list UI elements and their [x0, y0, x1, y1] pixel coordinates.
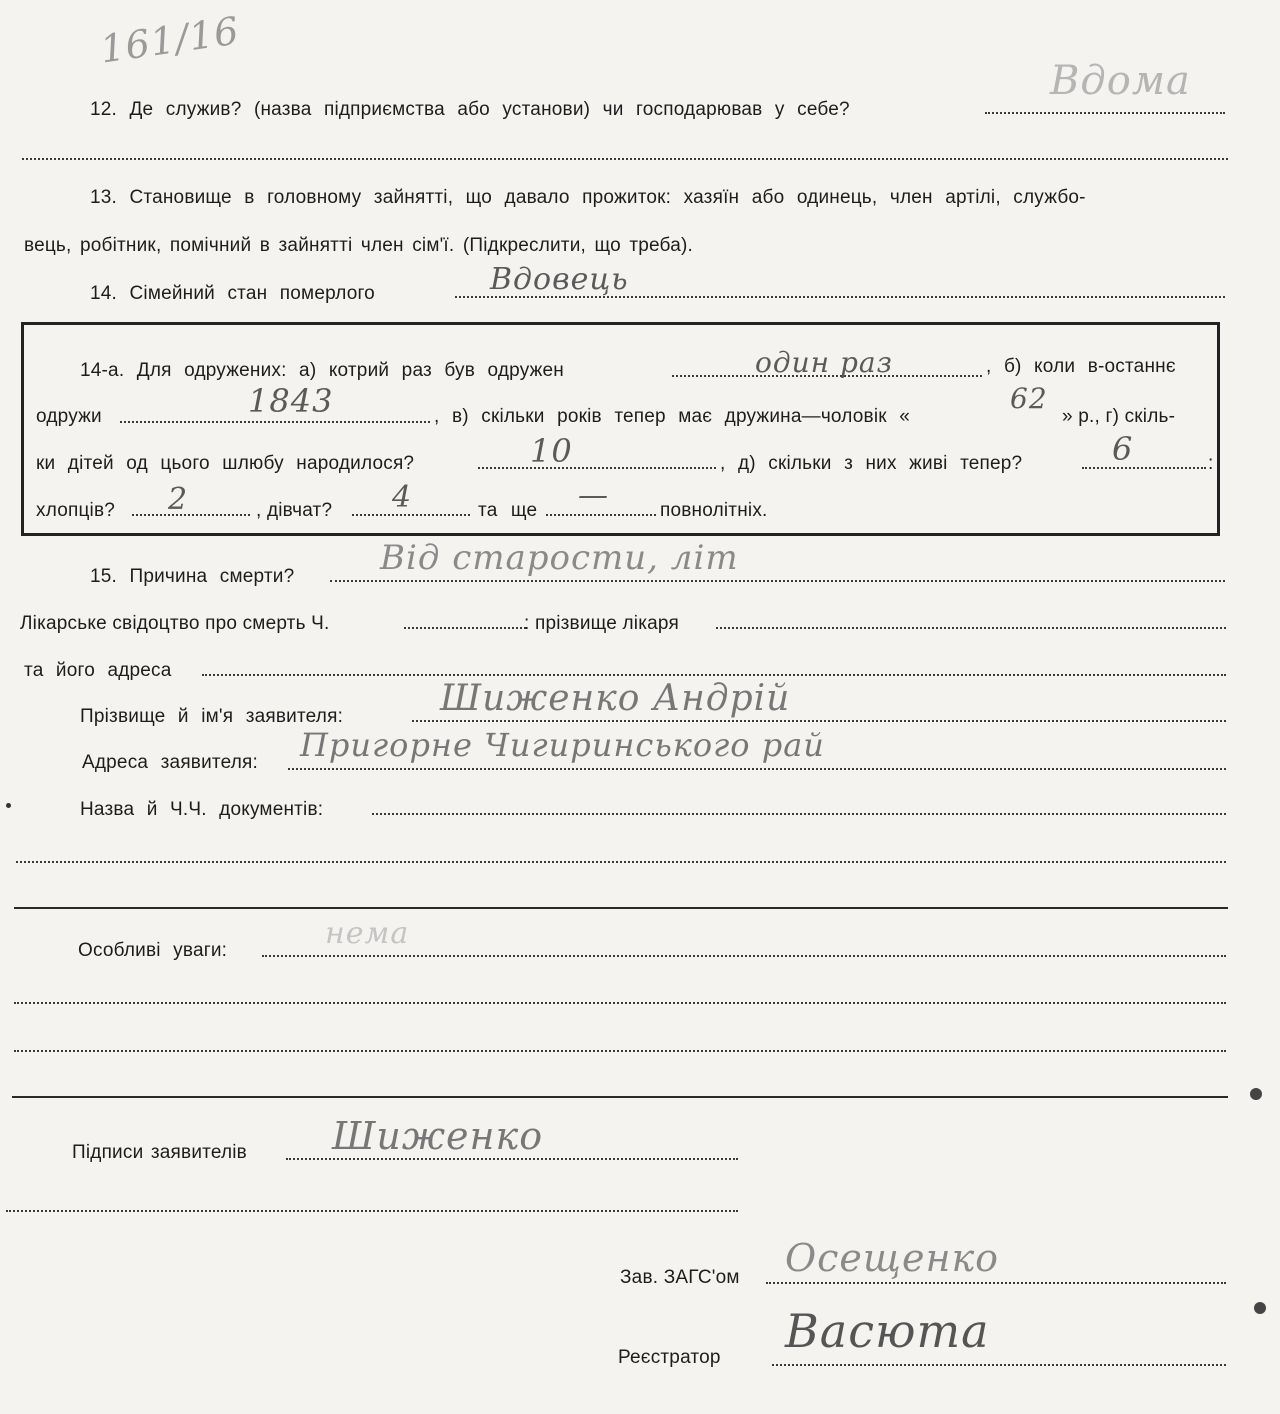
q14a-part-adult: повнолітніх.: [660, 500, 768, 521]
doctor-name-line: [716, 627, 1226, 629]
registry-head-signature-line: [766, 1282, 1226, 1284]
remarks-label: Особливі уваги:: [78, 940, 228, 961]
q14a-answer-girls: 4: [392, 480, 413, 515]
q14a-answer-age: 62: [1010, 382, 1048, 415]
registrar-signature-line: [772, 1364, 1226, 1366]
q15-label: 15. Причина смерти?: [90, 566, 295, 587]
q14a-alive-line: [1082, 467, 1206, 469]
q13-line2: вець, робітник, помічний в зайнятті член сім'ї. (Підкреслити, що треба).: [24, 235, 693, 256]
medical-certificate-number-line: [404, 627, 526, 629]
q14a-line1: 14-а. Для одружених: а) котрий раз був одружен: [80, 360, 564, 381]
q14a-children-line: [478, 467, 716, 469]
documents-line: [372, 813, 1226, 815]
binding-hole-mark: [1254, 1302, 1266, 1314]
q12-label: 12. Де служив? (назва підприємства або установи) чи господарював у себе?: [90, 99, 850, 120]
remarks-value: нема: [325, 916, 410, 951]
remarks-line-2: [14, 1002, 1226, 1004]
q15-answer: Від старости, літ: [380, 538, 739, 578]
q12-answer: Вдома: [1050, 58, 1191, 104]
documents-label: Назва й Ч.Ч. документів:: [80, 799, 324, 820]
doctor-name-label: : прізвище лікаря: [524, 613, 679, 634]
binding-hole-mark: [1250, 1088, 1262, 1100]
q12-answer-line: [985, 112, 1225, 114]
q14-answer: Вдовець: [490, 262, 629, 297]
applicants-signature-label: Підписи заявителів: [72, 1142, 247, 1163]
q14a-more-line: [546, 514, 656, 516]
q14a-part-more: та ще: [478, 500, 538, 521]
q14a-year-line: [120, 421, 430, 423]
applicants-signature: Шиженко: [332, 1114, 544, 1158]
q12-continuation-line: [22, 158, 1228, 160]
applicant-address-label: Адреса заявителя:: [82, 752, 258, 773]
registry-head-label: Зав. ЗАГС'ом: [620, 1267, 740, 1288]
section-divider-1: [14, 907, 1228, 909]
registry-head-signature: Осещенко: [785, 1236, 1000, 1280]
q14a-part-girls: , дівчат?: [256, 500, 333, 521]
registrar-signature: Васюта: [785, 1304, 990, 1358]
q14a-answer-year: 1843: [248, 382, 334, 420]
q14a-line4-start: хлопців?: [36, 500, 116, 521]
q14a-part-g: » р., г) скіль-: [1062, 406, 1176, 427]
q14a-answer-boys: 2: [168, 482, 189, 517]
q14a-part-v: , в) скільки років тепер має дружина—чоловік «: [434, 406, 911, 427]
documents-continuation-line: [16, 861, 1226, 863]
q14a-part-b: , б) коли в-останнє: [986, 356, 1176, 377]
applicant-name-line: [412, 720, 1226, 722]
registrar-label: Реєстратор: [618, 1347, 721, 1368]
q14a-answer-a: один раз: [755, 346, 893, 379]
section-divider-2: [12, 1096, 1228, 1098]
q14-label: 14. Сімейний стан померлого: [90, 283, 375, 304]
q15-answer-line: [330, 580, 1225, 582]
q14a-line2-start: одружи: [36, 406, 102, 427]
applicant-address-line: [288, 768, 1226, 770]
q14a-line3-colon: :: [1208, 453, 1214, 474]
margin-speck: [6, 803, 11, 808]
applicant-address-value: Пригорне Чигиринського рай: [300, 726, 825, 764]
q14a-married-box: [21, 322, 1220, 536]
doctor-address-line: [202, 674, 1226, 676]
q14a-answer-children: 10: [530, 432, 573, 470]
q14a-boys-line: [132, 514, 250, 516]
q13-line1: 13. Становище в головному зайнятті, що давало прожиток: хазяїн або одинець, член артілі, службо-: [90, 187, 1086, 208]
corner-archive-mark: 161/16: [97, 8, 243, 72]
q14a-answer-alive: 6: [1112, 430, 1134, 468]
remarks-line-3: [14, 1050, 1226, 1052]
q14a-part-d: , д) скільки з них живі тепер?: [720, 453, 1023, 474]
applicants-signature-line-2: [6, 1210, 738, 1212]
applicants-signature-line: [286, 1158, 738, 1160]
q14a-answer-more: —: [578, 478, 609, 513]
q14a-line3-start: ки дітей од цього шлюбу народилося?: [36, 453, 415, 474]
remarks-line: [262, 955, 1226, 957]
applicant-name-value: Шиженко Андрій: [440, 678, 791, 719]
doctor-address-label: та його адреса: [24, 660, 172, 681]
applicant-name-label: Прізвище й ім'я заявителя:: [80, 706, 344, 727]
medical-certificate-label: Лікарське свідоцтво про смерть Ч.: [20, 613, 330, 634]
